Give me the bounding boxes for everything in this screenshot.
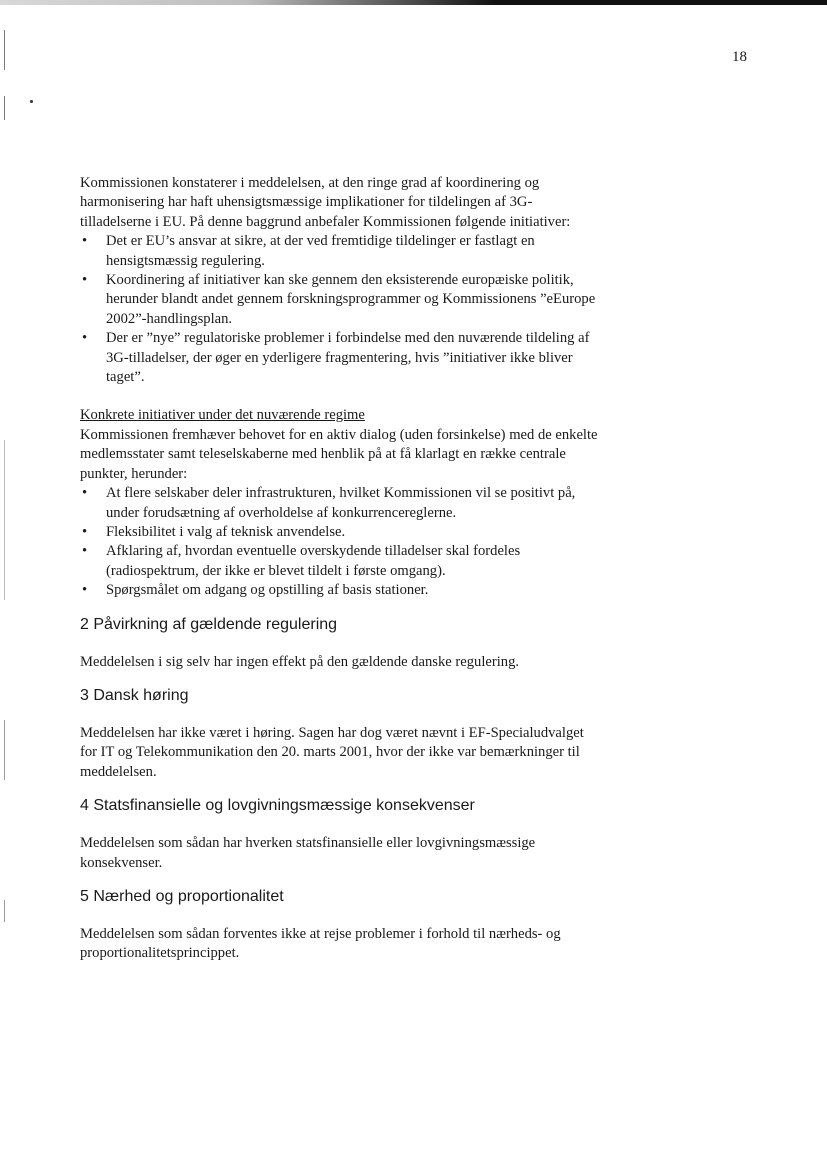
list-item: • Koordinering af initiativer kan ske gennem den eksisterende europæiske politik, herunder blandt andet gennem forskningsprogrammer og Kommissionens ”eEurope 2002”-handlingsplan. (80, 271, 600, 329)
page-number: 18 (732, 49, 747, 65)
intro-paragraph: Kommissionen konstaterer i meddelelsen, at den ringe grad af koordinering og harmonisering har haft uhensigtsmæssige implikationer for tildelingen af 3G-tilladelserne i EU. På denne baggrund anbefaler Kommissionen følgende initiativer: (80, 175, 571, 230)
section-heading-regulation-impact: 2 Påvirkning af gældende regulering (80, 615, 338, 633)
scan-margin-mark (4, 720, 5, 780)
intro-bullet-list (80, 232, 600, 387)
list-item: • Det er EU’s ansvar at sikre, at der ved fremtidige tildelinger er fastlagt en hensigtsmæssig regulering. (80, 232, 600, 271)
document-body (80, 174, 600, 964)
section-heading-danish-hearing: 3 Dansk høring (80, 686, 189, 704)
concrete-initiatives-paragraph: Kommissionen fremhæver behovet for en aktiv dialog (uden forsinkelse) med de enkelte medlemsstater samt teleselskaberne med henblik på at få klarlagt en række centrale punkter, herunder: (80, 426, 598, 482)
section-heading-subsidiarity: 5 Nærhed og proportionalitet (80, 887, 284, 905)
concrete-bullet-list (80, 484, 600, 600)
section-text-fiscal-legislative: Meddelelsen som sådan har hverken statsfinansielle eller lovgivningsmæssige konsekvenser. (80, 835, 536, 871)
section-text-danish-hearing: Meddelelsen har ikke været i høring. Sagen har dog været nævnt i EF-Specialudvalget for IT og Telekommunikation den 20. marts 2001, hvor der ikke var bemærkninger til meddelelsen. (80, 724, 584, 780)
concrete-initiatives-heading: Konkrete initiativer under det nuværende regime (80, 407, 365, 424)
scan-speck (30, 100, 33, 103)
list-item: • Afklaring af, hvordan eventuelle overskydende tilladelser skal fordeles (radiospektrum, der ikke er blevet tildelt i første omgang). (80, 542, 600, 581)
scan-top-border (0, 0, 827, 5)
section-heading-fiscal-legislative: 4 Statsfinansielle og lovgivningsmæssige konsekvenser (80, 797, 475, 815)
list-item: • Spørgsmålet om adgang og opstilling af basis stationer. (80, 581, 600, 600)
section-text-subsidiarity: Meddelelsen som sådan forventes ikke at rejse problemer i forhold til nærheds- og proportionalitetsprincippet. (80, 925, 561, 962)
section-text-regulation-impact: Meddelelsen i sig selv har ingen effekt på den gældende danske regulering. (80, 653, 520, 670)
list-item: • Der er ”nye” regulatoriske problemer i forbindelse med den nuværende tildeling af 3G-tilladelser, der øger en yderligere fragmentering, hvis ”initiativer ikke bliver taget”. (80, 329, 600, 387)
list-item: • At flere selskaber deler infrastrukturen, hvilket Kommissionen vil se positivt på, under forudsætning af overholdelse af konkurrencereglerne. (80, 484, 600, 523)
scan-margin-mark (4, 900, 5, 922)
scan-margin-mark (4, 96, 5, 120)
scan-margin-mark (4, 30, 5, 70)
list-item: • Fleksibilitet i valg af teknisk anvendelse. (80, 523, 600, 542)
scan-margin-mark (4, 440, 5, 600)
